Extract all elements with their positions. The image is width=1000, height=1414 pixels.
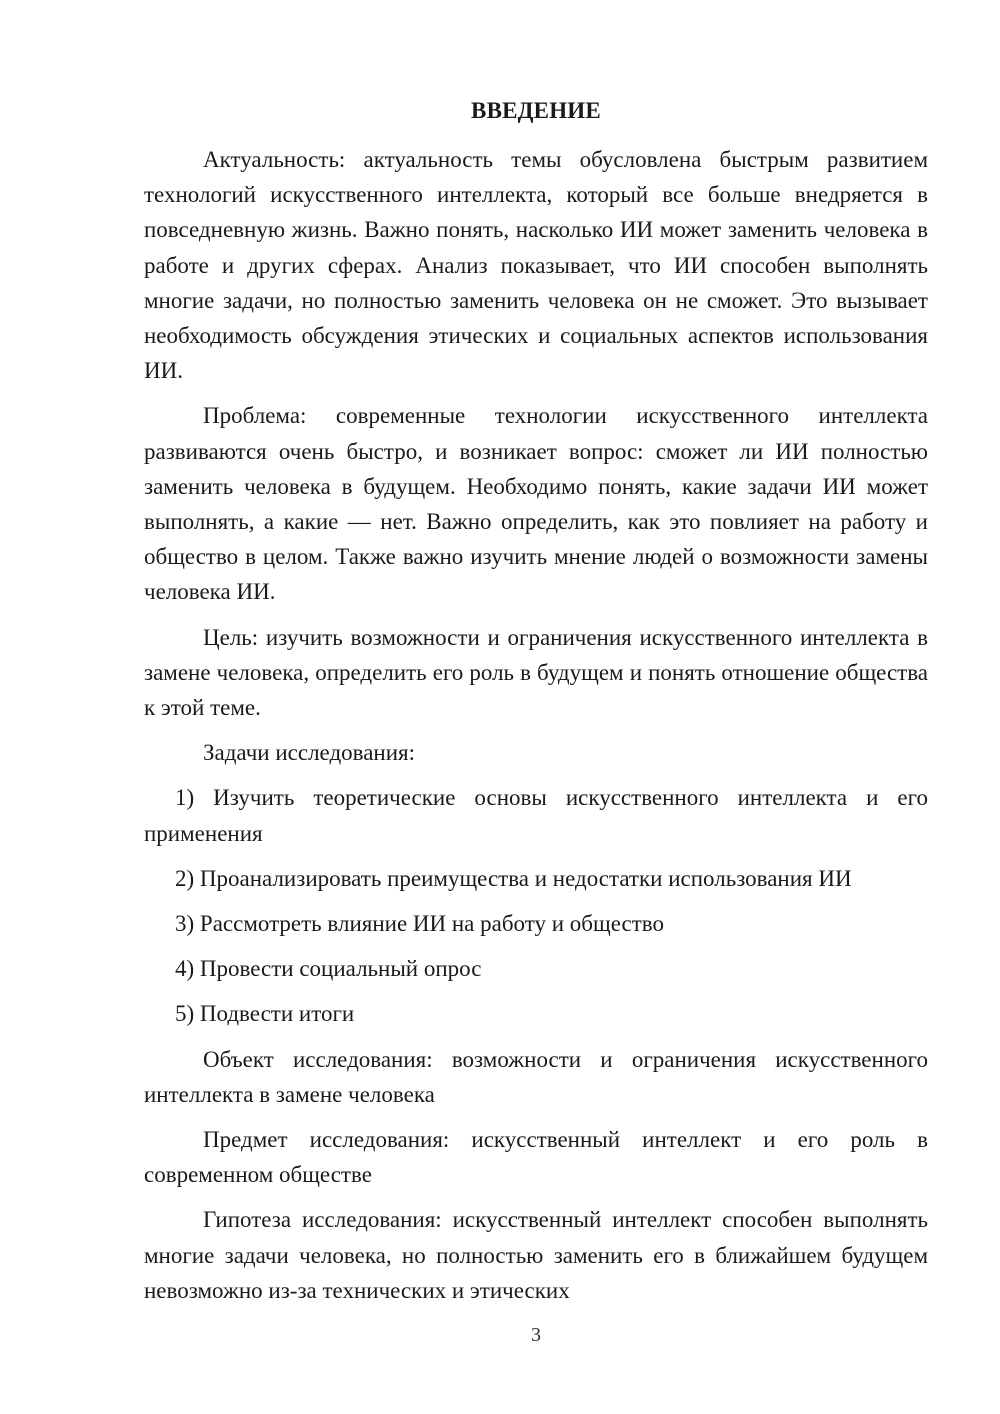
paragraph-subject: Предмет исследования: искусственный интеллект и его роль в современном обществе	[144, 1127, 928, 1188]
list-item: 3) Рассмотреть влияние ИИ на работу и общество	[175, 911, 664, 937]
paragraph-goal: Цель: изучить возможности и ограничения искусственного интеллекта в замене человека, определить его роль в будущем и понять отношение общества к этой теме.	[144, 624, 928, 721]
page-number: 3	[531, 1324, 541, 1346]
paragraph-relevance: Актуальность: актуальность темы обусловлена быстрым развитием технологий искусственного интеллекта, который все больше внедряется в повседневную жизнь. Важно понять, насколько ИИ может заменить человека в работе и других сферах. Анализ показывает, что ИИ способен выполнять многие задачи, но полностью заменить человека он не сможет. Это вызывает необходимость обсуждения этических и социальных аспектов использования ИИ.	[144, 147, 928, 384]
section-heading: ВВЕДЕНИЕ	[471, 98, 601, 123]
tasks-list	[144, 780, 928, 1031]
paragraph-problem: Проблема: современные технологии искусственного интеллекта развиваются очень быстро, и возникает вопрос: сможет ли ИИ полностью заменить человека в будущем. Необходимо понять, какие задачи ИИ может выполнять, а какие — нет. Важно определить, как это повлияет на работу и общество в целом. Также важно изучить мнение людей о возможности замены человека ИИ.	[144, 403, 928, 605]
list-item: 1) Изучить теоретические основы искусственного интеллекта и его применения	[144, 785, 928, 846]
paragraph-object: Объект исследования: возможности и ограничения искусственного интеллекта в замене человека	[144, 1046, 928, 1107]
list-item: 4) Провести социальный опрос	[175, 956, 482, 982]
body-text	[144, 142, 928, 1318]
paragraph-hypothesis: Гипотеза исследования: искусственный интеллект способен выполнять многие задачи человека, но полностью заменить его в ближайшем будущем невозможно из-за технических и этических	[144, 1207, 928, 1303]
paragraph-tasks-intro: Задачи исследования:	[203, 740, 416, 766]
list-item: 5) Подвести итоги	[175, 1001, 355, 1027]
list-item: 2) Проанализировать преимущества и недостатки использования ИИ	[175, 865, 852, 891]
